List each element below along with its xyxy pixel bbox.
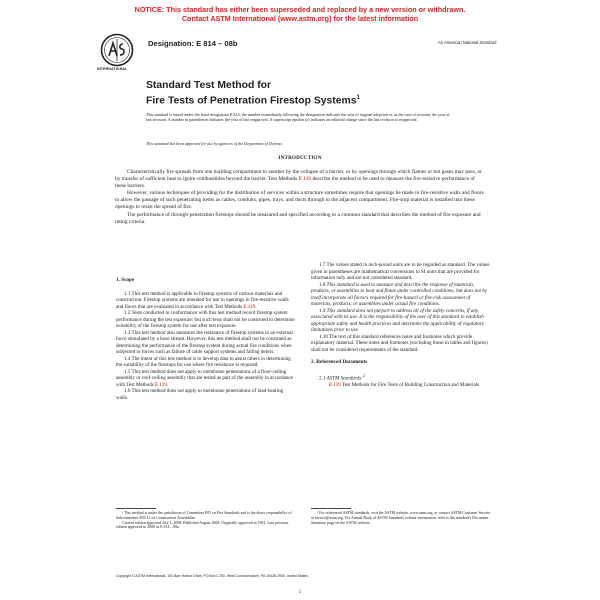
title-footnote-mark: 1 — [356, 95, 360, 101]
document-title — [146, 80, 360, 107]
footnote-rule — [311, 508, 351, 509]
footnote-1: ¹ This method is under the jurisdiction of Committee E05 on Fire Standards and is the direct responsibility of Subcommittee E05.11 on Construction Assemblies. Current edition approved July 1, 2008. Published August 2008. Originally approved in 1981. Last previous edition approved in 2008 as E 814 – 08a. — [116, 511, 292, 530]
link-e119[interactable]: E 119 — [243, 303, 256, 310]
scope-heading: 1. Scope — [116, 277, 135, 283]
section-1-10: 1.10 The text of this standard references notes and footnotes which provide explanatory material. These notes and footnotes (excluding those in tables and figures) shall not be considered requirements of the standard. — [311, 333, 488, 353]
reference-e119: E 119 Test Methods for Fire Tests of Building Construction and Materials — [329, 381, 480, 388]
intro-paragraph: The performance of through-penetration firestops should be measured and specified according to a common standard that describes the method of fire exposure and rating criteria. — [115, 211, 481, 225]
notice-line-1: NOTICE: This standard has either been superseded and replaced by a new version or withdrawn. — [134, 5, 466, 14]
logo-label: INTERNATIONAL — [97, 67, 128, 71]
link-e119[interactable]: E 119 — [329, 381, 341, 388]
left-column — [116, 262, 296, 401]
footnote-rule — [116, 508, 156, 509]
section-1-5: 1.5 This test method does not apply to membrane penetrations of a floor-ceiling assembly or roof-ceiling assembly that are tested as part of the assembly in accordance with Test Methods E 119. — [116, 368, 293, 388]
section-1-1: 1.1 This test method is applicable to firestop systems of various materials and construction. Firestop systems are intended for use in openings in fire-resistive walls and floors that are evaluated in accordance with Test Methods E 119. — [116, 290, 289, 310]
introduction-heading: INTRODUCTION — [278, 155, 322, 161]
introduction-body — [115, 169, 485, 226]
right-column — [311, 262, 491, 388]
copyright: Copyright © ASTM International, 100 Barr Harbor Drive, PO Box C700, West Conshohocken, PA 19428-2959, United States. — [116, 574, 309, 578]
title-line-1: Standard Test Method for — [146, 80, 272, 91]
referenced-documents-heading: 2. Referenced Documents — [311, 359, 368, 365]
page-number: 1 — [298, 590, 302, 595]
notice-line-2: Contact ASTM International (www.astm.org) for the latest information — [181, 14, 419, 23]
title-line-2: Fire Tests of Penetration Firestop Systems — [146, 95, 357, 107]
withdrawn-notice — [0, 5, 600, 23]
american-national-standard: An American National Standard — [438, 40, 497, 45]
section-1-2: 1.2 Tests conducted in conformance with this test method record firestop system performance during the test exposure; but such tests shall not be construed to determine suitability of the firestop system for use after test exposure. — [116, 310, 295, 329]
link-e119[interactable]: E 119 — [155, 381, 167, 388]
section-1-6: 1.6 This test method does not apply to membrane penetrations of load-bearing walls. — [116, 388, 284, 401]
section-1-4: 1.4 The intent of this test method is to develop data to assist others in determining the suitability of the firestops for use where fire resistance is required. — [116, 355, 291, 368]
footnote-2: ² For referenced ASTM standards, visit the ASTM website, www.astm.org, or contact ASTM Customer Service at service@astm.org. For Annual Book of ASTM Standards volume information, refer to the standard's Document Summary page on the ASTM website. — [311, 511, 491, 525]
intro-paragraph: However, various techniques of providing for the distribution of services within a structure sometimes require that openings be made in fire-resistive walls and floors to allow the passage of such penetrating items as cables, conduits, pipes, trays, and ducts through to the adjacent compartment. Fire-stop material is installed into these openings to resist the spread of fire. — [115, 190, 484, 211]
link-e119[interactable]: E 119 — [298, 176, 312, 183]
intro-paragraph: Characteristically fire spreads from one building compartment to another by the collapse of a barrier, or by openings through which flames or hot gases may pass, or by transfer of sufficient heat to ignite combustibles beyond the barrier. Test Methods E 119 describe the method to be used to measure the fire-resistive performance of these barriers. — [115, 169, 482, 190]
section-1-7: 1.7 The values stated in inch-pound units are to be regarded as standard. The values given in parentheses are mathematical conversions to SI units that are provided for information only and are not considered standard. — [311, 262, 490, 281]
astm-logo-icon — [100, 33, 134, 67]
section-2-1: 2.1 ASTM Standards:$^2$ — [319, 372, 365, 382]
section-1-3: 1.3 This test method also measures the resistance of firestop systems to an external force stimulated by a hose stream. However, this test method shall not be construed as determining the performance of the firestop system during actual fire conditions when subjected to forces such as failure of cable support systems and falling debris. — [116, 329, 293, 355]
issuance-statement: This standard is issued under the fixed designation E 814; the number immediately following the designation indicates the year of original adoption or, in the case of revision, the year of last revision. A number in parentheses indicates the year of last reapproval. A superscript epsilon (ε) indicates an editorial change since the last revision or reapproval. — [146, 112, 450, 123]
section-1-8: 1.8 This standard is used to measure and describe the response of materials, products, or assemblies to heat and flame under controlled conditions, but does not by itself incorporate all factors required for fire-hazard or fire-risk assessment of materials, products, or assemblies under actual fire conditions. — [311, 281, 488, 307]
designation: Designation: E 814 – 08b — [148, 39, 238, 48]
dod-approval: This standard has been approved for use by agencies of the Department of Defense. — [146, 141, 284, 146]
section-1-9: 1.9 This standard does not purport to address all of the safety concerns, if any, associated with its use. It is the responsibility of the user of this standard to establish appropriate safety and health practices and determine the applicability of regulatory limitations prior to use. — [311, 307, 485, 333]
